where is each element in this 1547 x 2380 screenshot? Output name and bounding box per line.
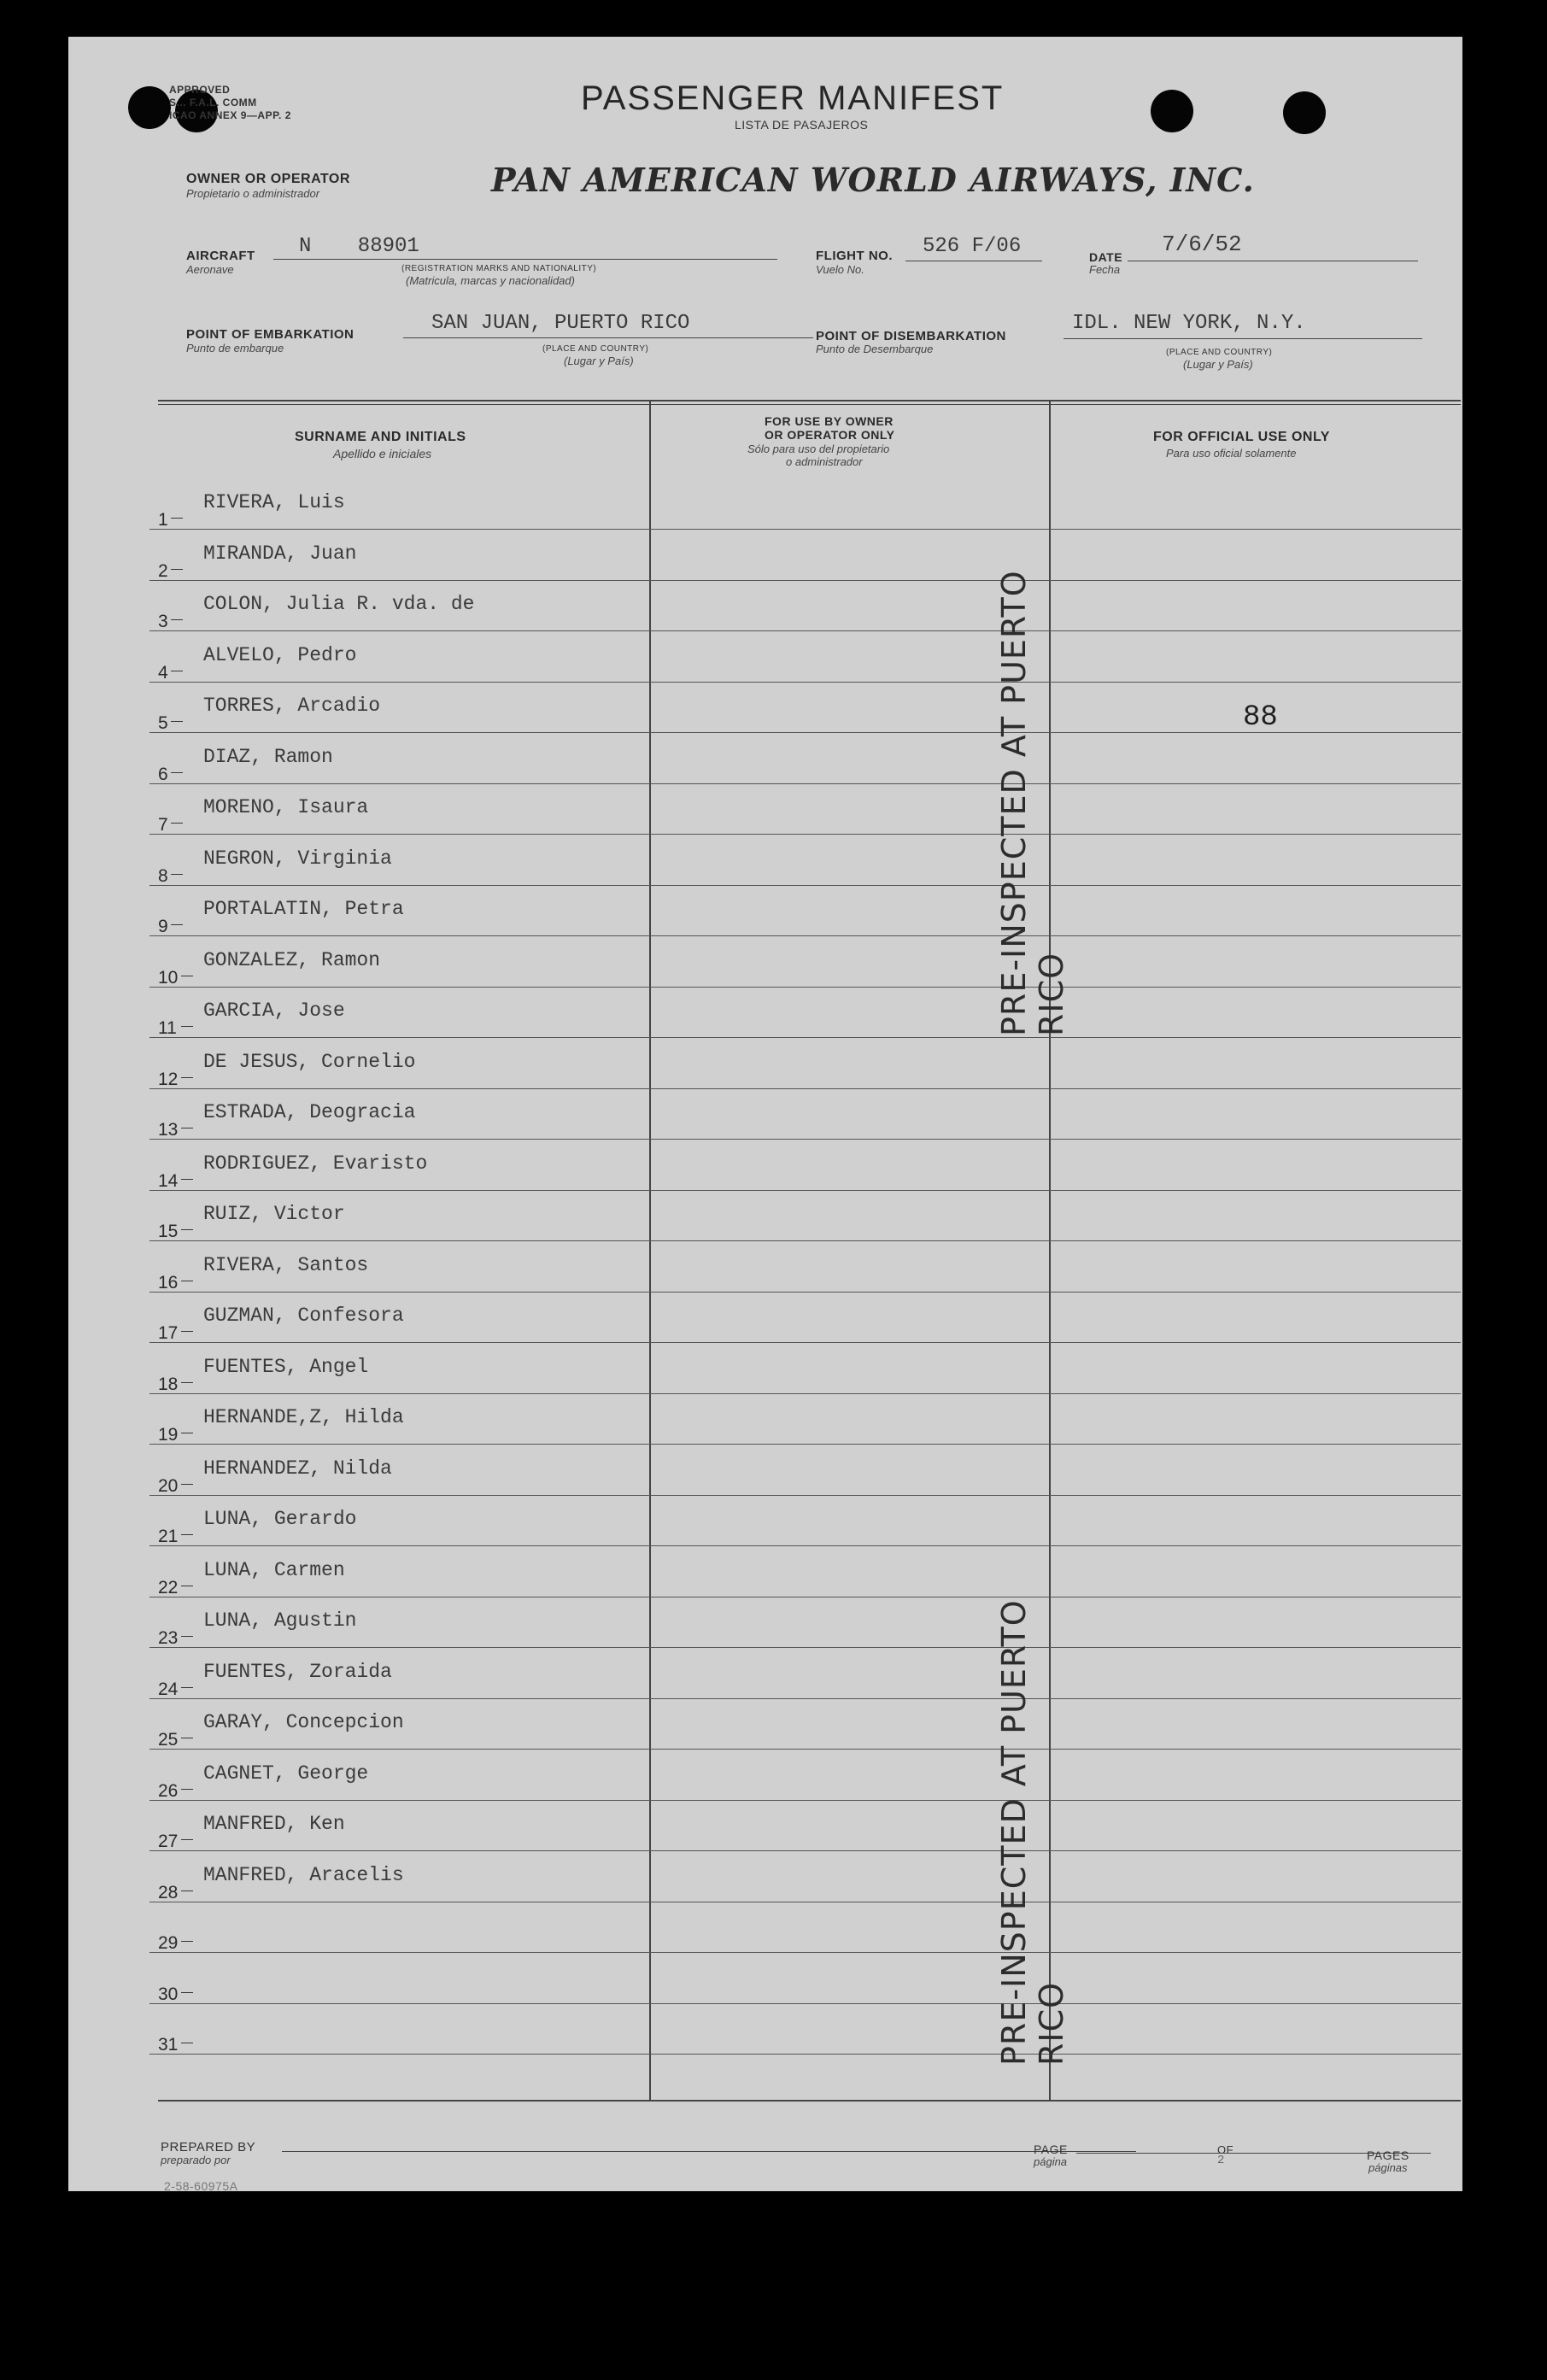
row-number: 6 (158, 764, 168, 784)
row-number-dash: — (181, 1780, 193, 1795)
passenger-name: HERNANDEZ, Nilda (203, 1457, 392, 1480)
official-note: 88 (1243, 701, 1278, 734)
disembarkation-value: IDL. NEW YORK, N.Y. (1072, 312, 1306, 335)
row-rule (149, 1088, 1461, 1089)
row-number-dash: — (181, 1577, 193, 1592)
row-number-dash: — (181, 1679, 193, 1693)
row-number: 15 (158, 1222, 179, 1241)
passenger-name: ESTRADA, Deogracia (203, 1101, 416, 1123)
row-rule (149, 1647, 1461, 1648)
row-number-dash: — (171, 560, 183, 575)
row-rule (149, 987, 1461, 988)
pages-label-es: páginas (1368, 2161, 1408, 2174)
passenger-name: TORRES, Arcadio (203, 695, 381, 717)
row-number: 30 (158, 1984, 179, 2004)
row-number-dash: — (181, 1475, 193, 1490)
aircraft-label: AIRCRAFT (186, 249, 255, 263)
row-number: 24 (158, 1679, 179, 1699)
row-number-dash: — (181, 2035, 193, 2049)
row-number-dash: — (171, 815, 183, 829)
manifest-title: PASSENGER MANIFEST (581, 79, 1005, 117)
embarkation-label: POINT OF EMBARKATION (186, 327, 355, 342)
name-column-header-es: Apellido e iniciales (333, 447, 432, 460)
row-rule (149, 1545, 1461, 1546)
flight-value: 526 F/06 (923, 235, 1022, 258)
disembark-place-note-es: (Lugar y País) (1183, 358, 1253, 371)
passenger-name: NEGRON, Virginia (203, 847, 392, 870)
row-rule (149, 1240, 1461, 1241)
embark-place-note-es: (Lugar y País) (564, 355, 634, 367)
row-number-dash: — (181, 1832, 193, 1845)
row-rule (149, 1190, 1461, 1191)
passenger-name: GONZALEZ, Ramon (203, 948, 381, 971)
registration-note-es: (Matricula, marcas y nacionalidad) (406, 274, 575, 287)
row-number: 17 (158, 1323, 179, 1343)
row-rule (149, 580, 1461, 581)
passenger-name: FUENTES, Angel (203, 1355, 369, 1378)
row-number: 25 (158, 1730, 179, 1750)
flight-label: FLIGHT NO. (816, 249, 893, 263)
owner-label: OWNER OR OPERATOR (186, 172, 350, 186)
official-column-header-es: Para uso oficial solamente (1166, 447, 1297, 460)
row-number-dash: — (181, 1170, 193, 1185)
pages-label: PAGES (1367, 2148, 1409, 2162)
approval-line-3: ICAO ANNEX 9—APP. 2 (169, 109, 291, 121)
row-rule (149, 783, 1461, 784)
passenger-name: GARAY, Concepcion (203, 1711, 404, 1733)
row-number: 5 (158, 713, 168, 733)
disembarkation-label: POINT OF DISEMBARKATION (816, 329, 1006, 343)
punch-hole-left (128, 86, 171, 129)
manifest-subtitle: LISTA DE PASAJEROS (735, 118, 869, 132)
owner-label-es: Propietario o administrador (186, 187, 320, 200)
official-column-header: FOR OFFICIAL USE ONLY (1153, 430, 1330, 444)
row-rule (149, 1292, 1461, 1293)
passenger-name: RODRIGUEZ, Evaristo (203, 1152, 428, 1175)
row-number-dash: — (171, 764, 183, 778)
passenger-name: DIAZ, Ramon (203, 745, 333, 768)
row-number: 3 (158, 612, 168, 631)
row-number-dash: — (181, 1374, 193, 1388)
row-number-dash: — (181, 967, 193, 982)
passenger-name: CAGNET, George (203, 1762, 369, 1785)
row-number: 16 (158, 1272, 179, 1293)
row-number: 9 (158, 917, 168, 936)
row-number-dash: — (181, 1120, 193, 1134)
row-number: 31 (158, 2035, 179, 2055)
passenger-name: MORENO, Isaura (203, 796, 369, 818)
embarkation-value: SAN JUAN, PUERTO RICO (431, 312, 690, 335)
page-label-es: página (1034, 2155, 1068, 2168)
row-number: 8 (158, 865, 168, 886)
pre-inspected-stamp-lower: PRE-INSPECTED AT PUERTO RICO (995, 1599, 1070, 2066)
of-label: OF (1217, 2143, 1234, 2156)
table-bottom-rule (158, 2100, 1461, 2102)
row-number-dash: — (171, 510, 183, 524)
row-number: 4 (158, 662, 168, 683)
row-number-dash: — (181, 1272, 193, 1287)
passenger-name: GUZMAN, Confesora (203, 1304, 404, 1327)
row-rule (149, 529, 1461, 530)
passenger-name: COLON, Julia R. vda. de (203, 593, 475, 615)
row-number-dash: — (181, 1882, 193, 1896)
row-rule (149, 1342, 1461, 1343)
row-number: 13 (158, 1120, 179, 1140)
date-value: 7/6/52 (1162, 232, 1242, 257)
passenger-name: MIRANDA, Juan (203, 542, 357, 565)
punch-hole-right (1151, 90, 1193, 132)
owner-column-header-2: OR OPERATOR ONLY (765, 428, 895, 442)
row-number-dash: — (171, 612, 183, 625)
disembarkation-label-es: Punto de Desembarque (816, 343, 934, 355)
row-number-dash: — (171, 662, 183, 677)
passenger-name: LUNA, Agustin (203, 1609, 357, 1632)
prepared-by-label-es: preparado por (161, 2154, 231, 2166)
row-rule (149, 885, 1461, 886)
row-number-dash: — (171, 865, 183, 880)
row-number-dash: — (181, 1222, 193, 1235)
disembarkation-line (1064, 338, 1422, 339)
passenger-name: RIVERA, Santos (203, 1253, 369, 1276)
passenger-name: RUIZ, Victor (203, 1203, 345, 1225)
manifest-sheet (68, 37, 1462, 2191)
aircraft-value: N 88901 (299, 235, 419, 258)
row-number: 2 (158, 560, 168, 581)
passenger-name: LUNA, Carmen (203, 1558, 345, 1581)
row-number: 19 (158, 1425, 179, 1445)
passenger-name: LUNA, Gerardo (203, 1508, 357, 1530)
row-number-dash: — (181, 1984, 193, 1998)
passenger-name: MANFRED, Aracelis (203, 1863, 404, 1886)
row-number: 18 (158, 1374, 179, 1394)
row-rule (149, 1749, 1461, 1750)
table-top-rule-2 (158, 404, 1461, 405)
embarkation-line (403, 337, 813, 338)
passenger-name: MANFRED, Ken (203, 1813, 345, 1835)
registration-note: (REGISTRATION MARKS AND NATIONALITY) (401, 264, 597, 273)
row-number-dash: — (181, 1933, 193, 1947)
owner-column-header-es-2: o administrador (786, 455, 863, 468)
aircraft-line (273, 259, 777, 260)
row-number-dash: — (181, 1628, 193, 1642)
approval-line-1: APPROVED (169, 84, 231, 96)
pre-inspected-stamp-upper: PRE-INSPECTED AT PUERTO RICO (995, 570, 1070, 1036)
row-rule (149, 630, 1461, 631)
embark-place-note: (PLACE AND COUNTRY) (542, 344, 649, 354)
row-rule (149, 834, 1461, 835)
row-rule (149, 1495, 1461, 1496)
row-number-dash: — (181, 1069, 193, 1083)
row-number: 20 (158, 1475, 179, 1496)
row-rule (149, 2054, 1461, 2055)
row-rule (149, 1037, 1461, 1038)
flight-label-es: Vuelo No. (816, 263, 864, 276)
row-number: 14 (158, 1170, 179, 1191)
row-rule (149, 935, 1461, 936)
passenger-name: ALVELO, Pedro (203, 643, 357, 666)
passenger-name: HERNANDE,Z, Hilda (203, 1406, 404, 1428)
form-number: 2-58-60975A (164, 2179, 238, 2193)
table-top-rule (158, 400, 1461, 402)
row-rule (149, 2003, 1461, 2004)
row-number: 7 (158, 815, 168, 835)
row-number: 26 (158, 1780, 179, 1801)
passenger-name: PORTALATIN, Petra (203, 898, 404, 920)
date-label-es: Fecha (1089, 263, 1121, 276)
page-label: PAGE (1034, 2143, 1068, 2156)
aircraft-label-es: Aeronave (186, 263, 234, 276)
of-value: 2 (1217, 2154, 1225, 2167)
row-rule (149, 1698, 1461, 1699)
row-rule (149, 1139, 1461, 1140)
row-number: 27 (158, 1832, 179, 1851)
approval-line-2: S... F.A.L. COMM (169, 97, 257, 108)
row-number-dash: — (181, 1425, 193, 1439)
owner-column-header-es-1: Sólo para uso del propietario (747, 443, 890, 455)
row-number: 11 (158, 1018, 177, 1038)
row-number-dash: — (181, 1323, 193, 1337)
row-rule (149, 1444, 1461, 1445)
row-number: 29 (158, 1933, 179, 1953)
row-number: 23 (158, 1628, 179, 1648)
owner-value: PAN AMERICAN WORLD AIRWAYS, INC. (491, 161, 1255, 199)
row-number: 12 (158, 1069, 179, 1089)
column-divider-1 (649, 400, 651, 2102)
row-number: 22 (158, 1577, 179, 1597)
row-rule (149, 1800, 1461, 1801)
name-column-header: SURNAME AND INITIALS (295, 430, 466, 444)
embarkation-label-es: Punto de embarque (186, 342, 284, 355)
passenger-name: GARCIA, Jose (203, 999, 345, 1022)
prepared-by-line (282, 2151, 1136, 2152)
row-number-dash: — (181, 1527, 193, 1540)
row-number-dash: — (181, 1730, 193, 1744)
passenger-name: FUENTES, Zoraida (203, 1660, 392, 1683)
row-number-dash: — (171, 713, 183, 727)
row-number-dash: — (181, 1018, 193, 1032)
row-number-dash: — (171, 917, 183, 930)
date-label: DATE (1089, 250, 1123, 264)
row-number: 28 (158, 1882, 179, 1902)
owner-column-header-1: FOR USE BY OWNER (765, 414, 894, 428)
row-number: 21 (158, 1527, 179, 1546)
row-rule (149, 1850, 1461, 1851)
passenger-name: DE JESUS, Cornelio (203, 1050, 416, 1073)
row-number: 1 (158, 510, 168, 530)
passenger-name: RIVERA, Luis (203, 491, 345, 513)
row-rule (149, 682, 1461, 683)
row-rule (149, 1952, 1461, 1953)
prepared-by-label: PREPARED BY (161, 2140, 256, 2154)
row-number: 10 (158, 967, 179, 988)
punch-hole-right-2 (1283, 91, 1326, 134)
disembark-place-note: (PLACE AND COUNTRY) (1166, 348, 1273, 357)
row-rule (149, 1393, 1461, 1394)
